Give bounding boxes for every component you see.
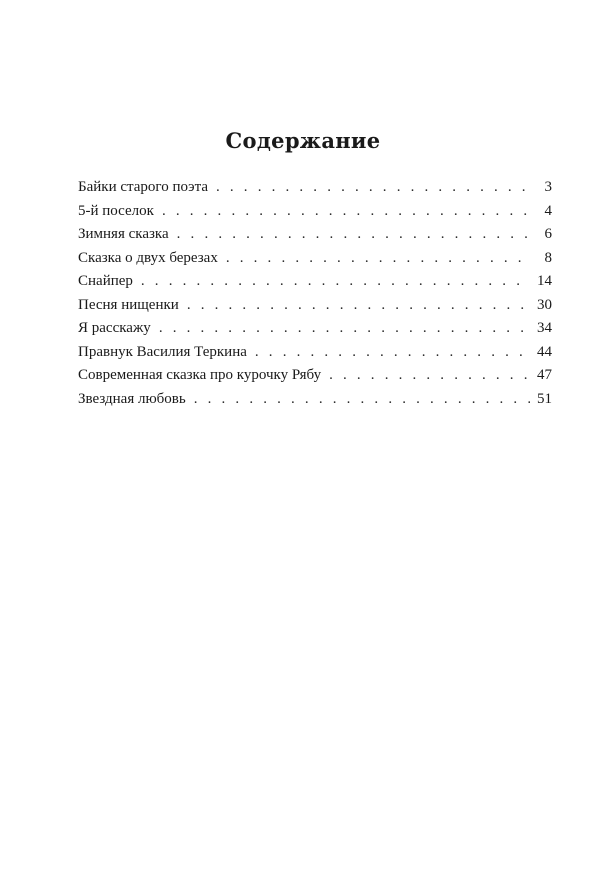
toc-entry-title: Снайпер: [78, 273, 133, 289]
table-of-contents: [78, 176, 552, 411]
toc-dot-leader: [194, 388, 530, 412]
toc-page-number: 30: [537, 296, 552, 313]
toc-dot-leader: [162, 200, 530, 224]
toc-entry: [78, 364, 552, 388]
toc-entry: [78, 341, 552, 365]
toc-page-number: 34: [537, 320, 552, 336]
toc-dot-leader: [141, 270, 530, 294]
toc-dot-leader: [187, 294, 530, 318]
toc-entry: [78, 176, 552, 200]
toc-entry-title: Песня нищенки: [78, 296, 179, 313]
toc-page-number: 6: [544, 226, 552, 242]
toc-entry: [78, 223, 552, 247]
toc-entry-title: Зимняя сказка: [78, 226, 169, 242]
toc-entry: [78, 200, 552, 224]
toc-entry-title: Современная сказка про курочку Рябу: [78, 367, 322, 383]
toc-page-number: 4: [544, 202, 552, 219]
toc-dot-leader: [216, 176, 530, 200]
toc-entry: [78, 317, 552, 341]
toc-entry-title: Сказка о двух березах: [78, 249, 218, 266]
toc-entry-title: Звездная любовь: [78, 390, 186, 407]
toc-page-number: 14: [537, 273, 552, 289]
toc-entry-title: Я расскажу: [78, 320, 151, 336]
toc-page-number: 8: [544, 249, 552, 266]
toc-entry: [78, 388, 552, 412]
toc-entry: [78, 247, 552, 271]
toc-dot-leader: [226, 247, 530, 271]
toc-dot-leader: [255, 341, 530, 365]
toc-entry-title: 5-й поселок: [78, 202, 154, 219]
toc-entry: [78, 270, 552, 294]
toc-entry-title: Байки старого поэта: [78, 179, 208, 195]
toc-dot-leader: [329, 364, 530, 388]
toc-page-number: 3: [544, 179, 552, 195]
toc-entry-title: Правнук Василия Теркина: [78, 343, 247, 360]
toc-page-number: 51: [537, 390, 552, 407]
page-title: Содержание: [225, 128, 381, 153]
toc-entry: [78, 294, 552, 318]
toc-page-number: 44: [537, 343, 552, 360]
toc-page-number: 47: [537, 367, 552, 383]
toc-dot-leader: [159, 317, 530, 341]
toc-dot-leader: [177, 223, 530, 247]
